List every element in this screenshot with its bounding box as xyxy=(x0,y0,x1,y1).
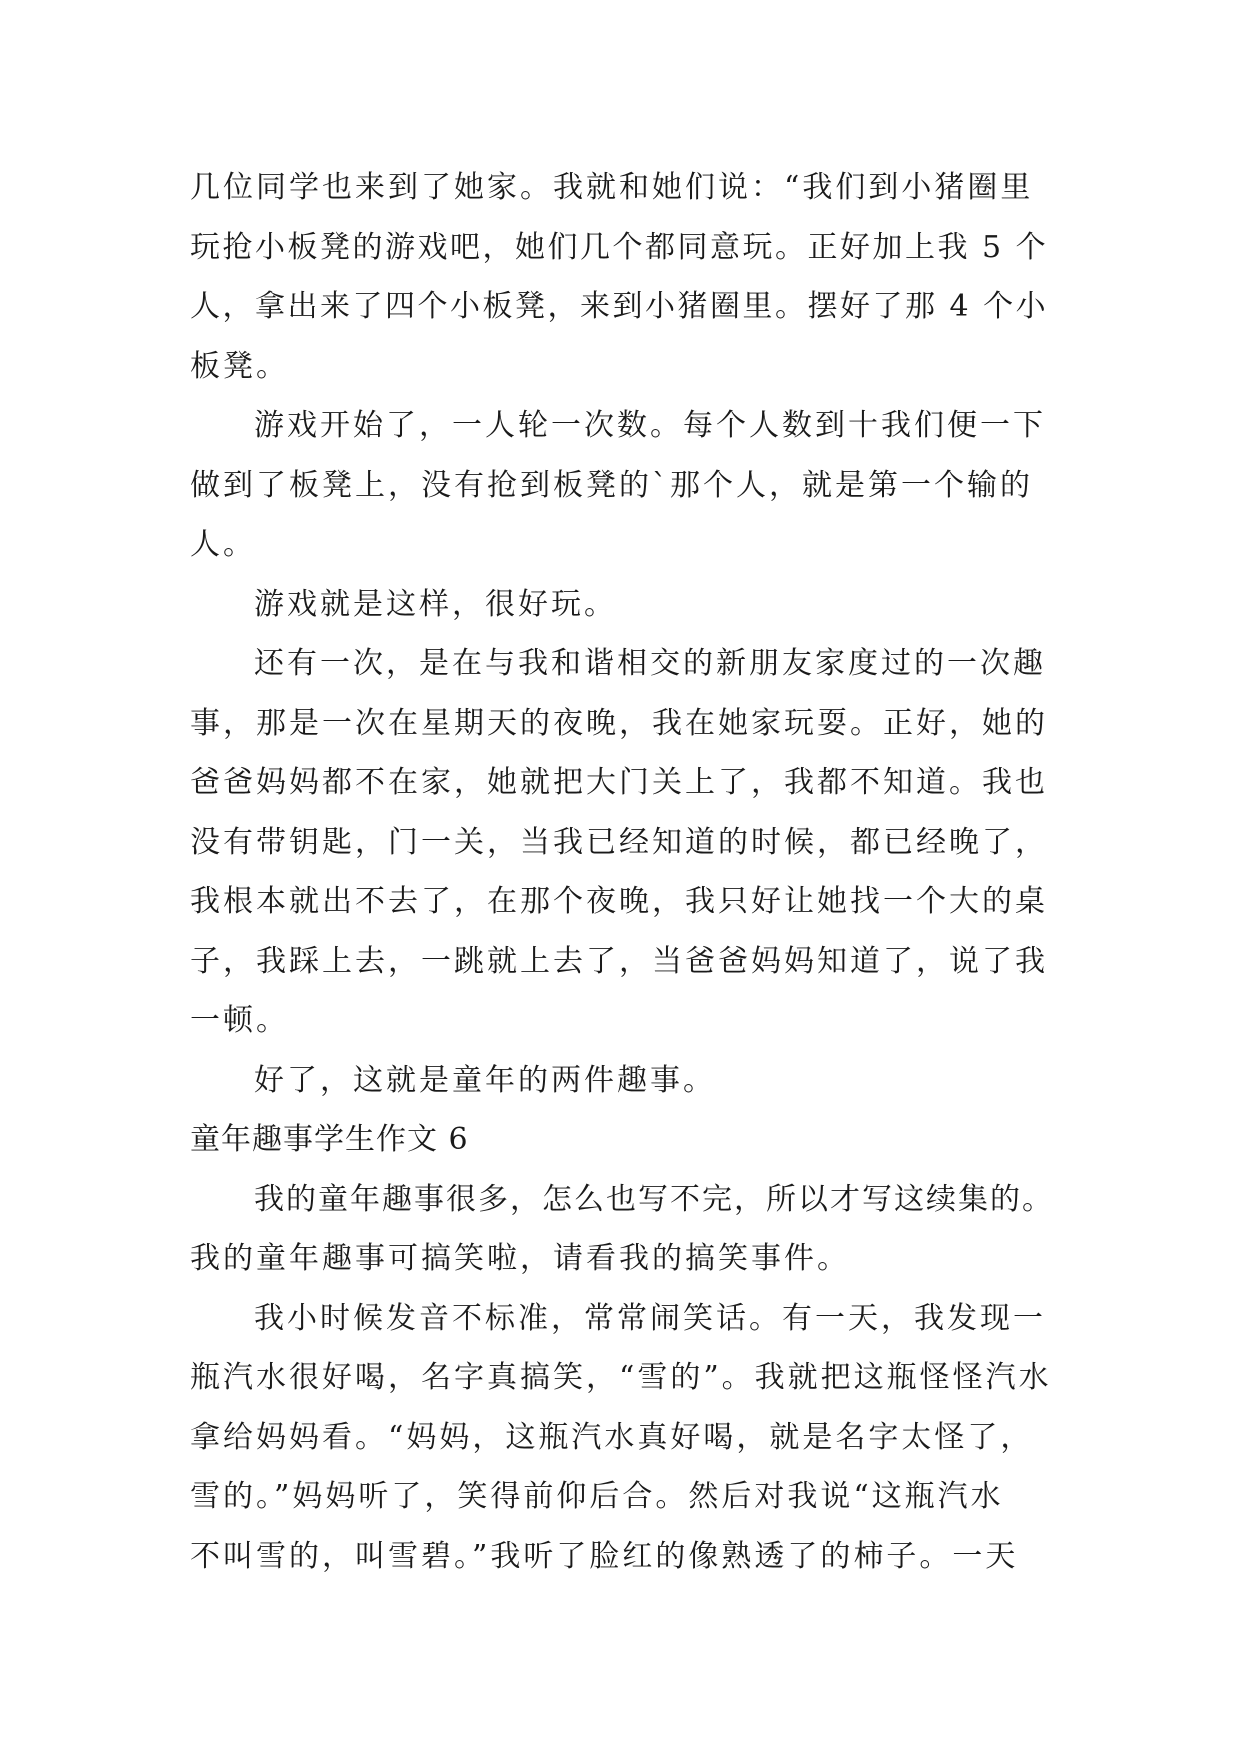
text-line: 雪的。”妈妈听了，笑得前仰后合。然后对我说“这瓶汽水 xyxy=(190,1479,1004,1514)
paragraph-start-line: 我的童年趣事很多，怎么也写不完，所以才写这续集的。 xyxy=(254,1181,1054,1217)
text-line: 做到了板凳上，没有抢到板凳的`那个人，就是第一个输的 xyxy=(190,467,1033,503)
text-line: 爸爸妈妈都不在家，她就把大门关上了，我都不知道。我也 xyxy=(190,765,1048,800)
paragraph-start-line: 还有一次，是在与我和谐相交的新朋友家度过的一次趣 xyxy=(254,646,1046,681)
text-line: 拿给妈妈看。“妈妈，这瓶汽水真好喝，就是名字太怪了， xyxy=(190,1419,1034,1455)
document-body xyxy=(190,158,1060,1586)
paragraph-start-line: 游戏开始了，一人轮一次数。每个人数到十我们便一下 xyxy=(254,408,1046,443)
text-line: 没有带钥匙，门一关，当我已经知道的时候，都已经晚了， xyxy=(190,824,1048,860)
text-line: 人。 xyxy=(190,527,256,562)
text-line: 板凳。 xyxy=(190,348,289,384)
paragraph-start-line: 游戏就是这样，很好玩。 xyxy=(254,586,617,622)
text-line: 子，我踩上去，一跳就上去了，当爸爸妈妈知道了，说了我 xyxy=(190,943,1048,979)
text-line: 不叫雪的，叫雪碧。”我听了脸红的像熟透了的柿子。一天 xyxy=(190,1538,1019,1574)
text-line: 玩抢小板凳的游戏吧，她们几个都同意玩。正好加上我 5 个 xyxy=(190,229,1049,265)
text-line: 几位同学也来到了她家。我就和她们说：“我们到小猪圈里 xyxy=(190,170,1034,205)
paragraph-start-line: 好了，这就是童年的两件趣事。 xyxy=(254,1062,716,1098)
text-line: 事，那是一次在星期天的夜晚，我在她家玩耍。正好，她的 xyxy=(190,705,1048,741)
text-line: 我的童年趣事可搞笑啦，请看我的搞笑事件。 xyxy=(190,1241,850,1276)
text-line: 瓶汽水很好喝，名字真搞笑，“雪的”。我就把这瓶怪怪汽水 xyxy=(190,1360,1052,1395)
text-line: 人，拿出来了四个小板凳，来到小猪圈里。摆好了那 4 个小 xyxy=(190,289,1049,324)
text-line: 一顿。 xyxy=(190,1003,289,1038)
paragraph-start-line: 我小时候发音不标准，常常闹笑话。有一天，我发现一 xyxy=(254,1300,1046,1336)
text-line: 我根本就出不去了，在那个夜晚，我只好让她找一个大的桌 xyxy=(190,884,1048,919)
section-heading: 童年趣事学生作文 6 xyxy=(190,1122,469,1157)
